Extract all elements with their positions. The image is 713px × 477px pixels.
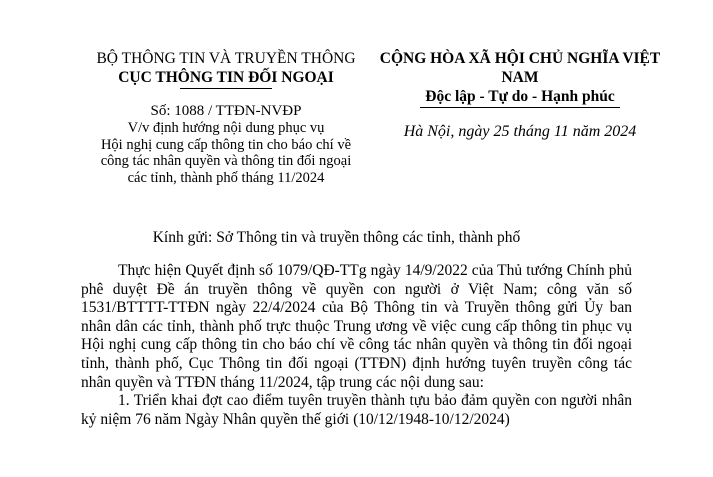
department-underline [180, 88, 272, 89]
country-name: CỘNG HÒA XÃ HỘI CHỦ NGHĨA VIỆT NAM [379, 50, 661, 86]
national-header [370, 49, 670, 141]
recipient-line: Kính gửi: Sở Thông tin và truyền thông các tỉnh, thành phố [152, 229, 521, 246]
motto-underline [420, 107, 620, 108]
national-motto: Độc lập - Tự do - Hạnh phúc [425, 88, 615, 105]
department-name: CỤC THÔNG TIN ĐỐI NGOẠI [118, 69, 334, 86]
subject-line-4: các tỉnh, thành phố tháng 11/2024 [127, 169, 325, 186]
body-paragraph-2: 1. Triển khai đợt cao điểm tuyên truyền thành tựu bảo đảm quyền con người nhân kỷ niệm 76 năm Ngày Nhân quyền thế giới (10/12/1948-10/12/2024) [81, 392, 632, 428]
subject-line-2: Hội nghị cung cấp thông tin cho báo chí về [100, 136, 352, 153]
issue-date: Hà Nội, ngày 25 tháng 11 năm 2024 [403, 123, 637, 140]
body-paragraph-1: Thực hiện Quyết định số 1079/QĐ-TTg ngày 14/9/2022 của Thủ tướng Chính phủ phê duyệt Đề án truyền thông về quyền con người ở Việt Nam; công văn số 1531/BTTTT-TTĐN ngày 22/4/2024 của Bộ Thông tin và Truyền thông gửi Ủy ban nhân dân các tỉnh, thành phố trực thuộc Trung ương về việc cung cấp thông tin phục vụ Hội nghị cung cấp thông tin cho báo chí về công tác nhân quyền và thông tin đối ngoại tỉnh, thành phố, Cục Thông tin đối ngoại (TTĐN) định hướng tuyên truyền công tác nhân quyền và TTĐN tháng 11/2024, tập trung các nội dung sau: [81, 262, 632, 391]
subject-line-1: V/v định hướng nội dung phục vụ [127, 120, 325, 136]
issuing-agency-header [70, 49, 382, 186]
ministry-name: BỘ THÔNG TIN VÀ TRUYỀN THÔNG [96, 50, 356, 67]
subject-line-3: công tác nhân quyền và thông tin đối ngoại [100, 153, 352, 169]
document-number: Số: 1088 / TTĐN-NVĐP [150, 103, 302, 119]
document-subject [70, 120, 382, 186]
letter-body [81, 262, 632, 429]
